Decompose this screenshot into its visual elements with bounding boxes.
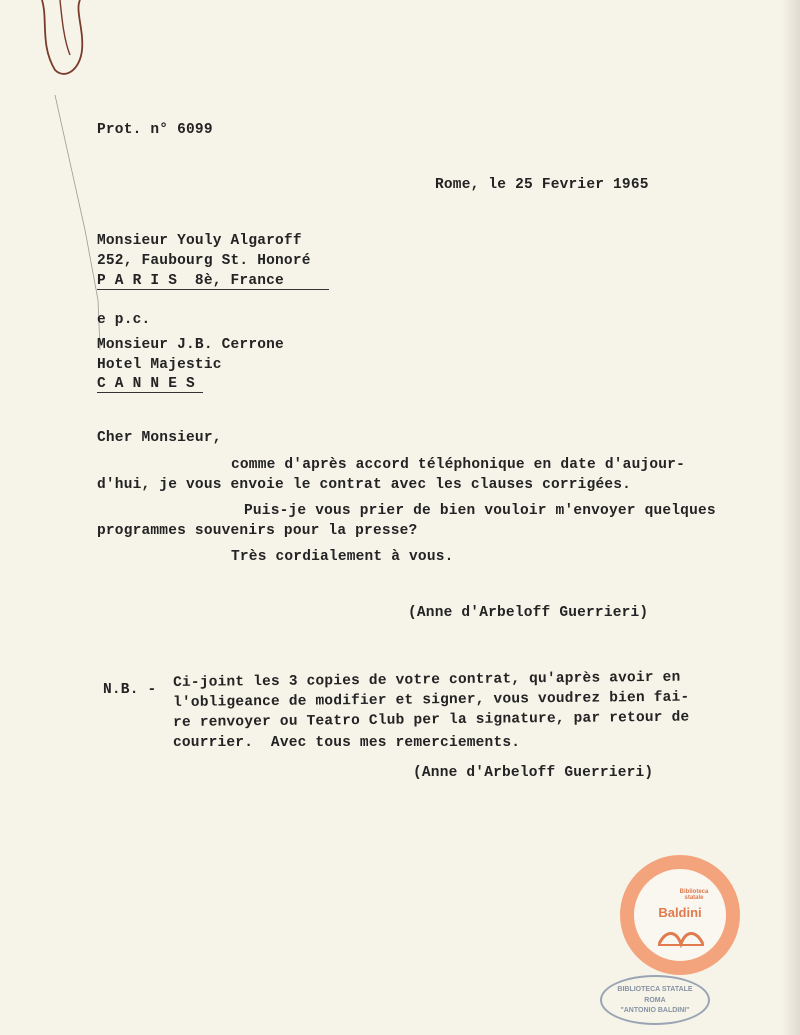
stamp-small-text: Biblioteca statale [679,889,709,901]
body-line-2: d'hui, je vous envoie le contrat avec les clauses corrigées. [97,477,632,493]
library-stamp-line-1: BIBLIOTECA STATALE [617,986,693,993]
body-line-1: comme d'après accord téléphonique en date d'aujour- [231,457,685,473]
library-stamp-line-2: ROMA [644,997,666,1004]
cc-recipient-hotel: Hotel Majestic [97,357,222,373]
nb-signature: (Anne d'Arbeloff Guerrieri) [413,765,654,781]
body-line-3: Puis-je vous prier de bien vouloir m'envoyer quelques [244,503,716,519]
protocol-number: Prot. n° 6099 [97,122,213,138]
open-book-icon [656,924,706,948]
salutation: Cher Monsieur, [97,430,222,446]
cc-recipient-city-underline [97,392,203,393]
nb-label: N.B. - [103,682,157,698]
library-oval-stamp [600,975,710,1025]
body-closing: Très cordialement à vous. [231,549,454,565]
recipient-street: 252, Faubourg St. Honoré [97,253,311,269]
nb-line-4: courrier. Avec tous mes remerciements. [173,735,521,751]
cc-recipient-name: Monsieur J.B. Cerrone [97,337,284,353]
signature: (Anne d'Arbeloff Guerrieri) [408,605,649,621]
recipient-name: Monsieur Youly Algaroff [97,233,302,249]
letter-date: Rome, le 25 Fevrier 1965 [435,177,649,193]
margin-pencil-line [0,0,120,360]
recipient-city: P A R I S 8è, France [97,273,284,289]
cc-label: e p.c. [97,312,151,328]
recipient-city-underline [97,289,329,290]
cc-recipient-city: C A N N E S [97,376,195,392]
stamp-name: Baldini [658,905,702,920]
body-line-4: programmes souvenirs pour la presse? [97,523,418,539]
nb-line-2: l'obligeance de modifier et signer, vous voudrez bien fai- [173,689,690,711]
library-stamp-line-3: "ANTONIO BALDINI" [620,1007,690,1014]
nb-line-3: re renvoyer ou Teatro Club per la signature, par retour de [173,709,690,731]
baldini-stamp [620,855,740,975]
nb-line-1: Ci-joint les 3 copies de votre contrat, qu'après avoir en [173,669,681,691]
